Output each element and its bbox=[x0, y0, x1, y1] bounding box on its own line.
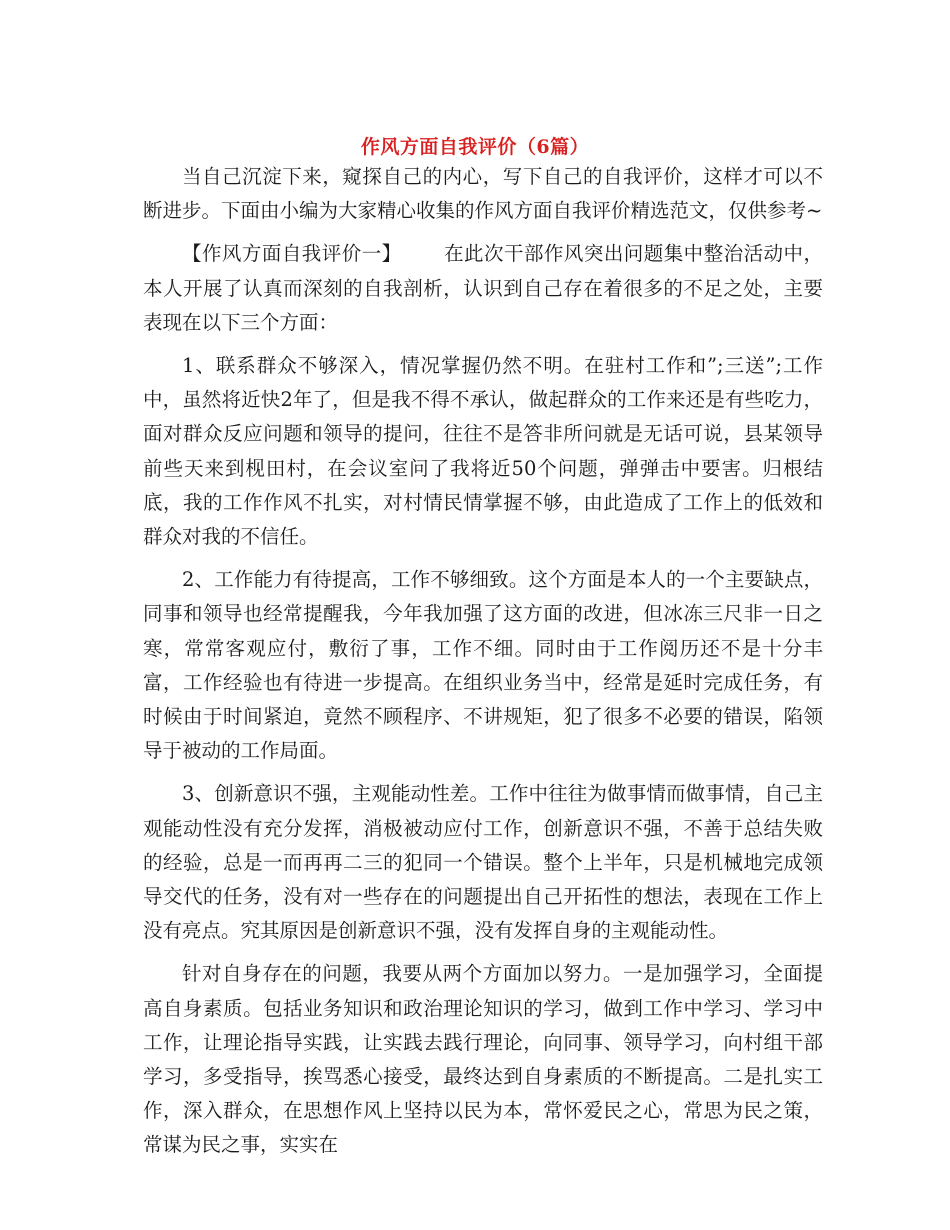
section-intro: 在此次干部作风突出问题集中整治活动中，本人开展了认真而深刻的自我剖析，认识到自己存在着很多的不足之处，主要表现在以下三个方面： bbox=[143, 242, 823, 334]
intro-paragraph: 当自己沉淀下来，窥探自己的内心，写下自己的自我评价，这样才可以不断进步。下面由小编为大家精心收集的作风方面自我评价精选范文，仅供参考~ bbox=[143, 165, 823, 223]
conclusion-paragraph: 针对自身存在的问题，我要从两个方面加以努力。一是加强学习，全面提高自身素质。包括业务知识和政治理论知识的学习，做到工作中学习、学习中工作，让理论指导实践，让实践去践行理论，向同事、领导学习，向村组干部学习，多受指导，挨骂悉心接受，最终达到自身素质的不断提高。二是扎实工作，深入群众，在思想作风上坚持以民为本，常怀爱民之心，常思为民之策，常谋为民之事，实实在 bbox=[143, 962, 823, 1157]
point-paragraph-2: 2、工作能力有待提高，工作不够细致。这个方面是本人的一个主要缺点，同事和领导也经常提醒我，今年我加强了这方面的改进，但冰冻三尺非一日之寒，常常客观应付，敷衍了事，工作不细。同时由于工作阅历还不是十分丰富，工作经验也有待进一步提高。在组织业务当中，经常是延时完成任务，有时候由于时间紧迫，竟然不顾程序、不讲规矩，犯了很多不必要的错误，陷领导于被动的工作局面。 bbox=[143, 568, 823, 763]
document-body bbox=[143, 160, 823, 1172]
section-paragraph bbox=[143, 237, 823, 340]
section-heading: 【作风方面自我评价一】 bbox=[182, 242, 402, 266]
point-paragraph-1: 1、联系群众不够深入，情况掌握仍然不明。在驻村工作和”;三送”;工作中，虽然将近快2年了，但是我不得不承认，做起群众的工作来还是有些吃力，面对群众反应问题和领导的提问，往往不是答非所问就是无话可说，县某领导前些天来到枧田村，在会议室问了我将近50个问题，弹弹击中要害。归根结底，我的工作作风不扎实，对村情民情掌握不够，由此造成了工作上的低效和群众对我的不信任。 bbox=[143, 354, 823, 549]
document-title: 作风方面自我评价（6篇） bbox=[360, 136, 590, 158]
point-paragraph-3: 3、创新意识不强，主观能动性差。工作中往往为做事情而做事情，自己主观能动性没有充分发挥，消极被动应付工作，创新意识不强，不善于总结失败的经验，总是一而再再二三的犯同一个错误。整个上半年，只是机械地完成领导交代的任务，没有对一些存在的问题提出自己开拓性的想法，表现在工作上没有亮点。究其原因是创新意识不强，没有发挥自身的主观能动性。 bbox=[143, 782, 823, 943]
